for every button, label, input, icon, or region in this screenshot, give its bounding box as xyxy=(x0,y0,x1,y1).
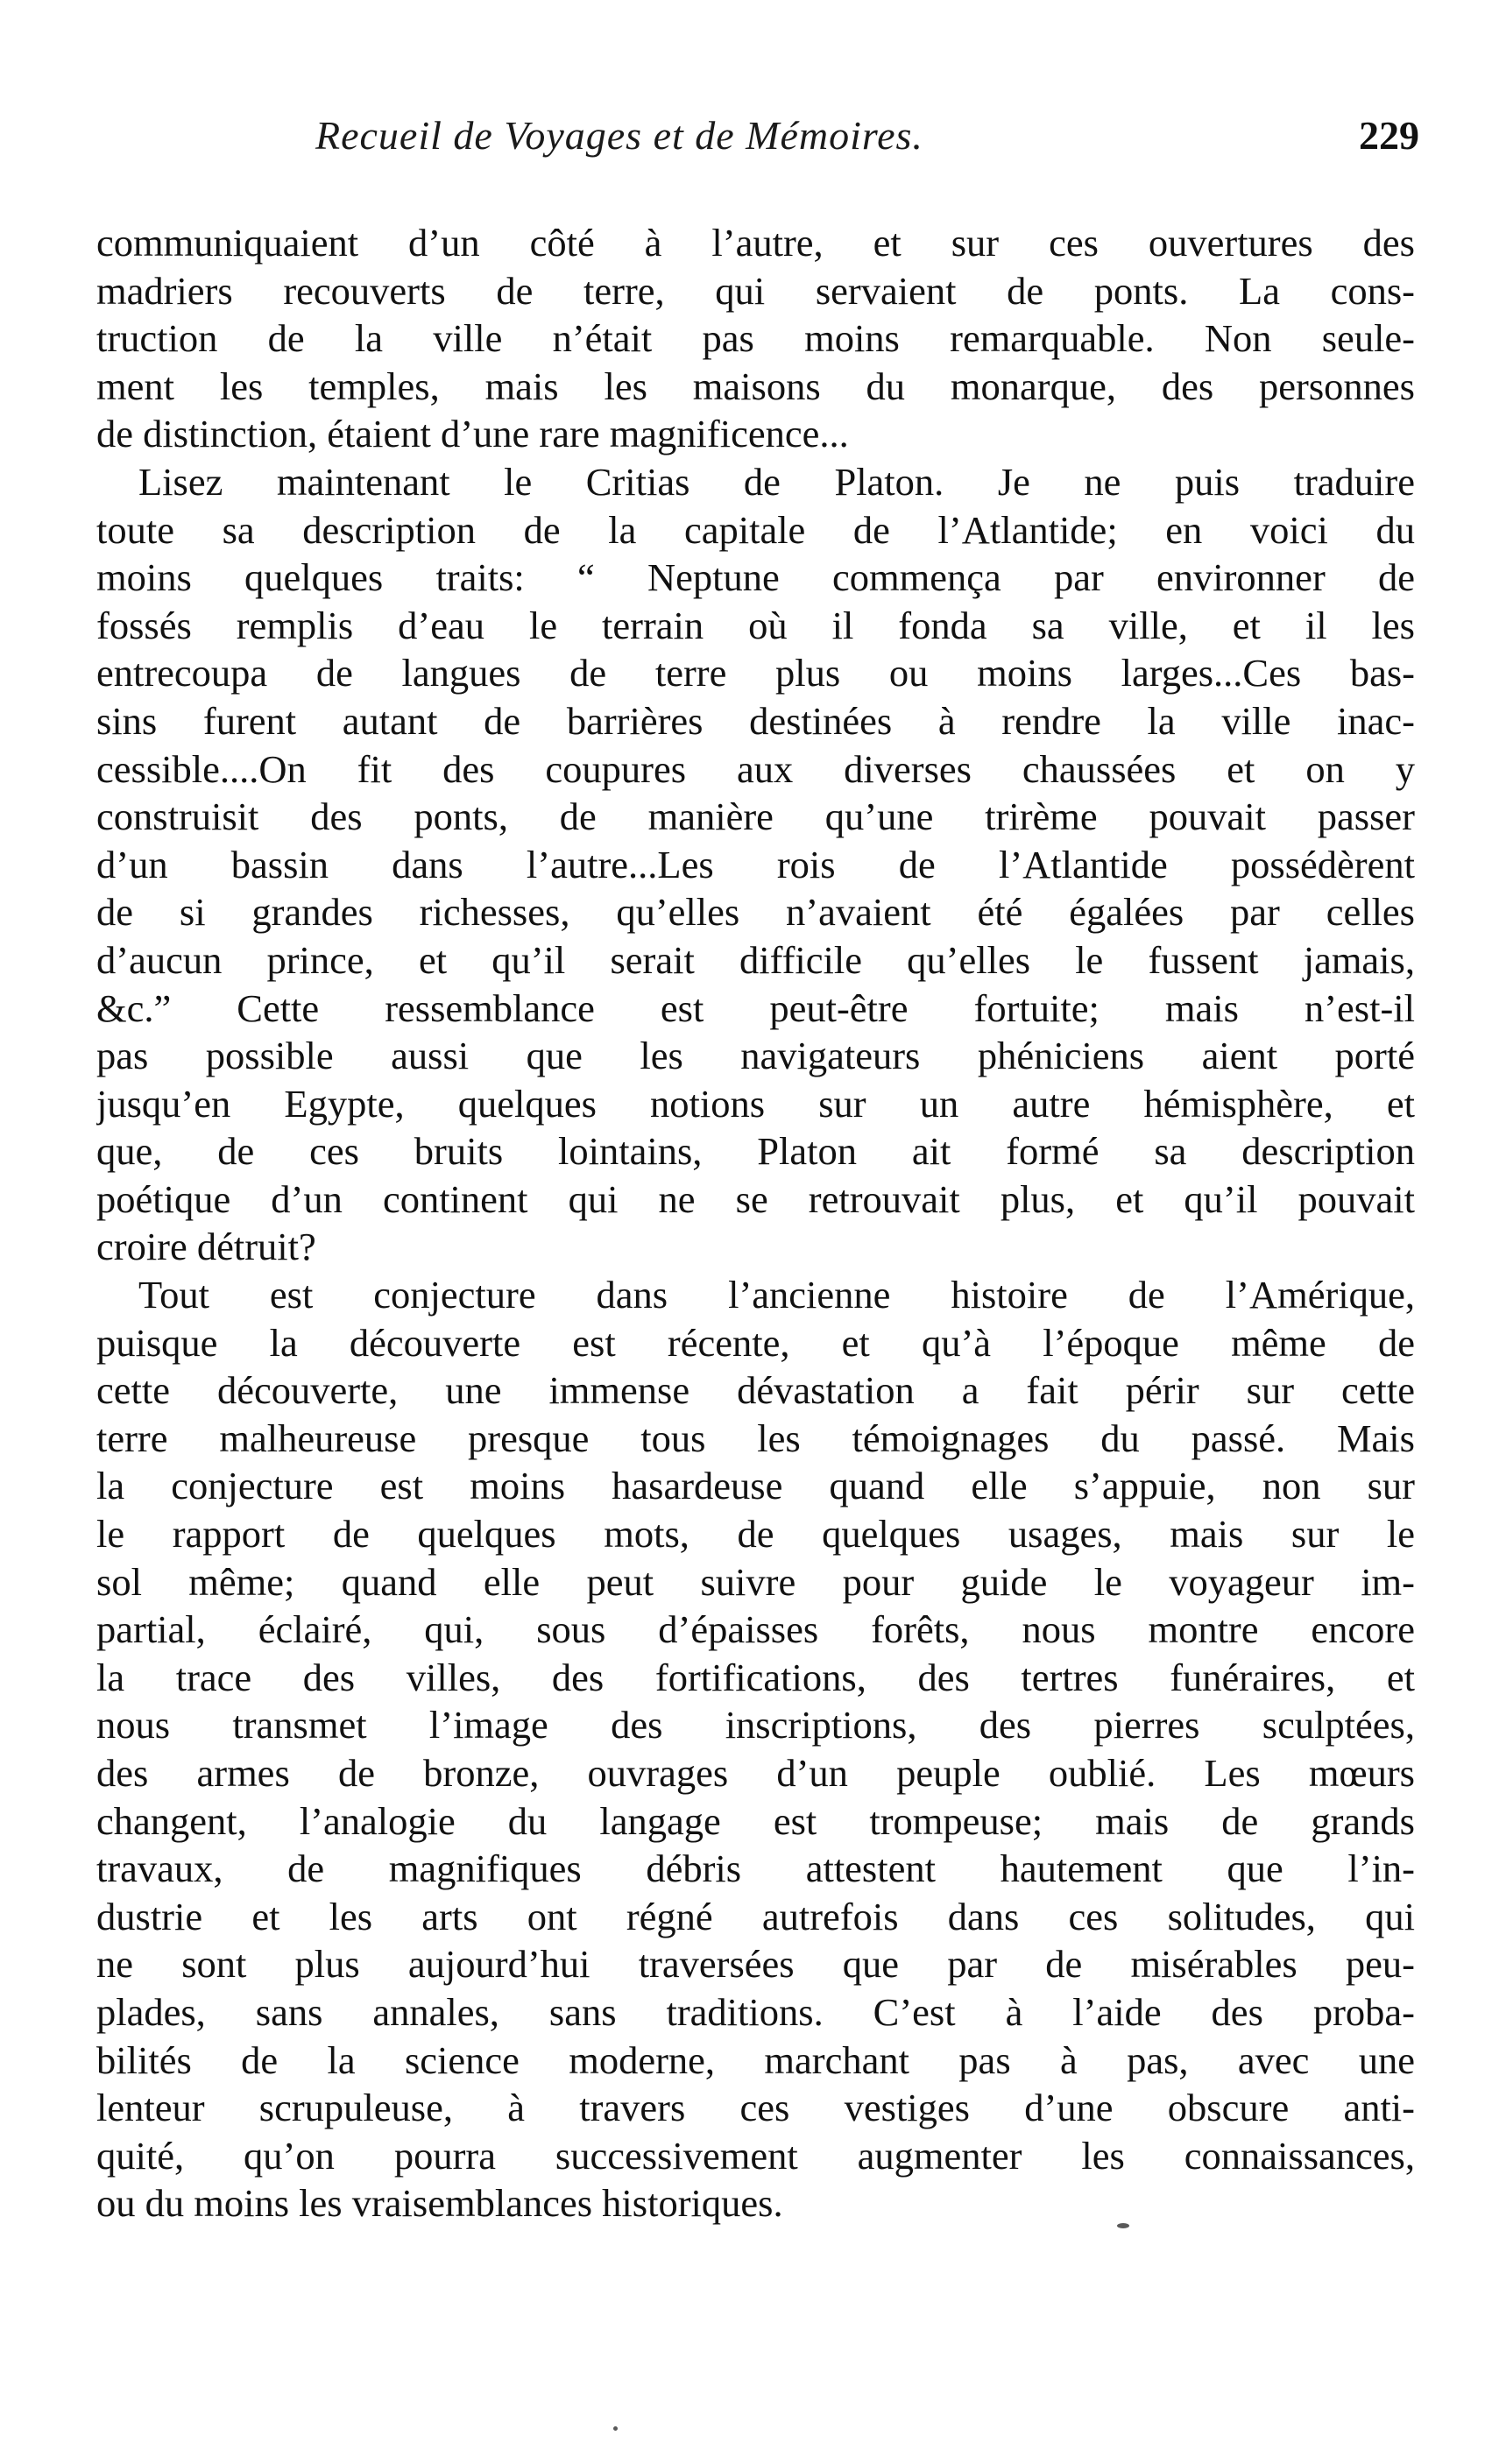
text-line: croire détruit? xyxy=(96,1225,316,1269)
text-line: d’un bassin dans l’autre...Les rois de l’Atlantide possédèrent xyxy=(96,842,1415,886)
ink-speck-mark xyxy=(1117,2223,1129,2228)
text-line: lenteur scrupuleuse, à travers ces vestiges d’une obscure anti- xyxy=(96,2086,1415,2130)
text-line: le rapport de quelques mots, de quelques usages, mais sur le xyxy=(96,1512,1415,1557)
running-head xyxy=(96,112,1419,165)
text-line: construisit des ponts, de manière qu’une trirème pouvait passer xyxy=(96,794,1415,839)
text-line: plades, sans annales, sans traditions. C’est à l’aide des proba- xyxy=(96,1989,1415,2034)
text-line: cessible....On fit des coupures aux diverses chaussées et on y xyxy=(96,746,1415,791)
text-line: jusqu’en Egypte, quelques notions sur un autre hémisphère, et xyxy=(96,1081,1415,1126)
text-line: moins quelques traits: “ Neptune commença par environner de xyxy=(96,555,1415,600)
text-line: la trace des villes, des fortifications, des tertres funéraires, et xyxy=(96,1655,1415,1699)
page-number: 229 xyxy=(1359,113,1419,158)
text-line: bilités de la science moderne, marchant pas à pas, avec une xyxy=(96,2037,1415,2082)
text-line: sol même; quand elle peut suivre pour guide le voyageur im- xyxy=(96,1559,1415,1604)
text-line: des armes de bronze, ouvrages d’un peuple oublié. Les mœurs xyxy=(96,1751,1415,1795)
text-line: sins furent autant de barrières destinées à rendre la ville inac- xyxy=(96,698,1415,743)
text-line: ment les temples, mais les maisons du monarque, des personnes xyxy=(96,364,1415,408)
text-line: poétique d’un continent qui ne se retrouvait plus, et qu’il pouvait xyxy=(96,1176,1415,1221)
text-line: que, de ces bruits lointains, Platon ait formé sa description xyxy=(96,1129,1415,1174)
text-line: de distinction, étaient d’une rare magnificence... xyxy=(96,412,849,456)
text-line: d’aucun prince, et qu’il serait difficile qu’elles le fussent jamais, xyxy=(96,937,1415,982)
text-line: entrecoupa de langues de terre plus ou moins larges...Ces bas- xyxy=(96,651,1415,695)
ink-speck-mark xyxy=(613,2426,618,2431)
text-line: partial, éclairé, qui, sous d’épaisses forêts, nous montre encore xyxy=(96,1607,1415,1652)
text-line: ne sont plus aujourd’hui traversées que par de misérables peu- xyxy=(96,1942,1415,1987)
text-line: dustrie et les arts ont régné autrefois dans ces solitudes, qui xyxy=(96,1894,1415,1938)
text-line: nous transmet l’image des inscriptions, des pierres sculptées, xyxy=(96,1703,1415,1747)
text-line: la conjecture est moins hasardeuse quand elle s’appuie, non sur xyxy=(96,1464,1415,1508)
text-line: quité, qu’on pourra successivement augmenter les connaissances, xyxy=(96,2133,1415,2178)
text-body xyxy=(96,219,1415,2227)
text-line: travaux, de magnifiques débris attestent hautement que l’in- xyxy=(96,1846,1415,1891)
text-line: Lisez maintenant le Critias de Platon. Je ne puis traduire xyxy=(138,459,1415,504)
text-line: terre malheureuse presque tous les témoignages du passé. Mais xyxy=(96,1416,1415,1460)
text-line: fossés remplis d’eau le terrain où il fonda sa ville, et il les xyxy=(96,603,1415,647)
text-line: de si grandes richesses, qu’elles n’avaient été égalées par celles xyxy=(96,890,1415,935)
text-line: Tout est conjecture dans l’ancienne histoire de l’Amérique, xyxy=(138,1273,1415,1317)
text-line: madriers recouverts de terre, qui servaient de ponts. La cons- xyxy=(96,268,1415,313)
text-line: &c.” Cette ressemblance est peut-être fortuite; mais n’est-il xyxy=(96,985,1415,1030)
running-title: Recueil de Voyages et de Mémoires. xyxy=(315,113,923,158)
text-line: communiquaient d’un côté à l’autre, et sur ces ouvertures des xyxy=(96,221,1415,265)
text-line: truction de la ville n’était pas moins remarquable. Non seule- xyxy=(96,316,1415,361)
text-line: changent, l’analogie du langage est trompeuse; mais de grands xyxy=(96,1798,1415,1843)
text-line: ou du moins les vraisemblances historiques. xyxy=(96,2181,783,2226)
text-line: toute sa description de la capitale de l’Atlantide; en voici du xyxy=(96,507,1415,552)
text-line: puisque la découverte est récente, et qu’à l’époque même de xyxy=(96,1320,1415,1365)
text-line: pas possible aussi que les navigateurs phéniciens aient porté xyxy=(96,1034,1415,1078)
text-line: cette découverte, une immense dévastation a fait périr sur cette xyxy=(96,1368,1415,1413)
